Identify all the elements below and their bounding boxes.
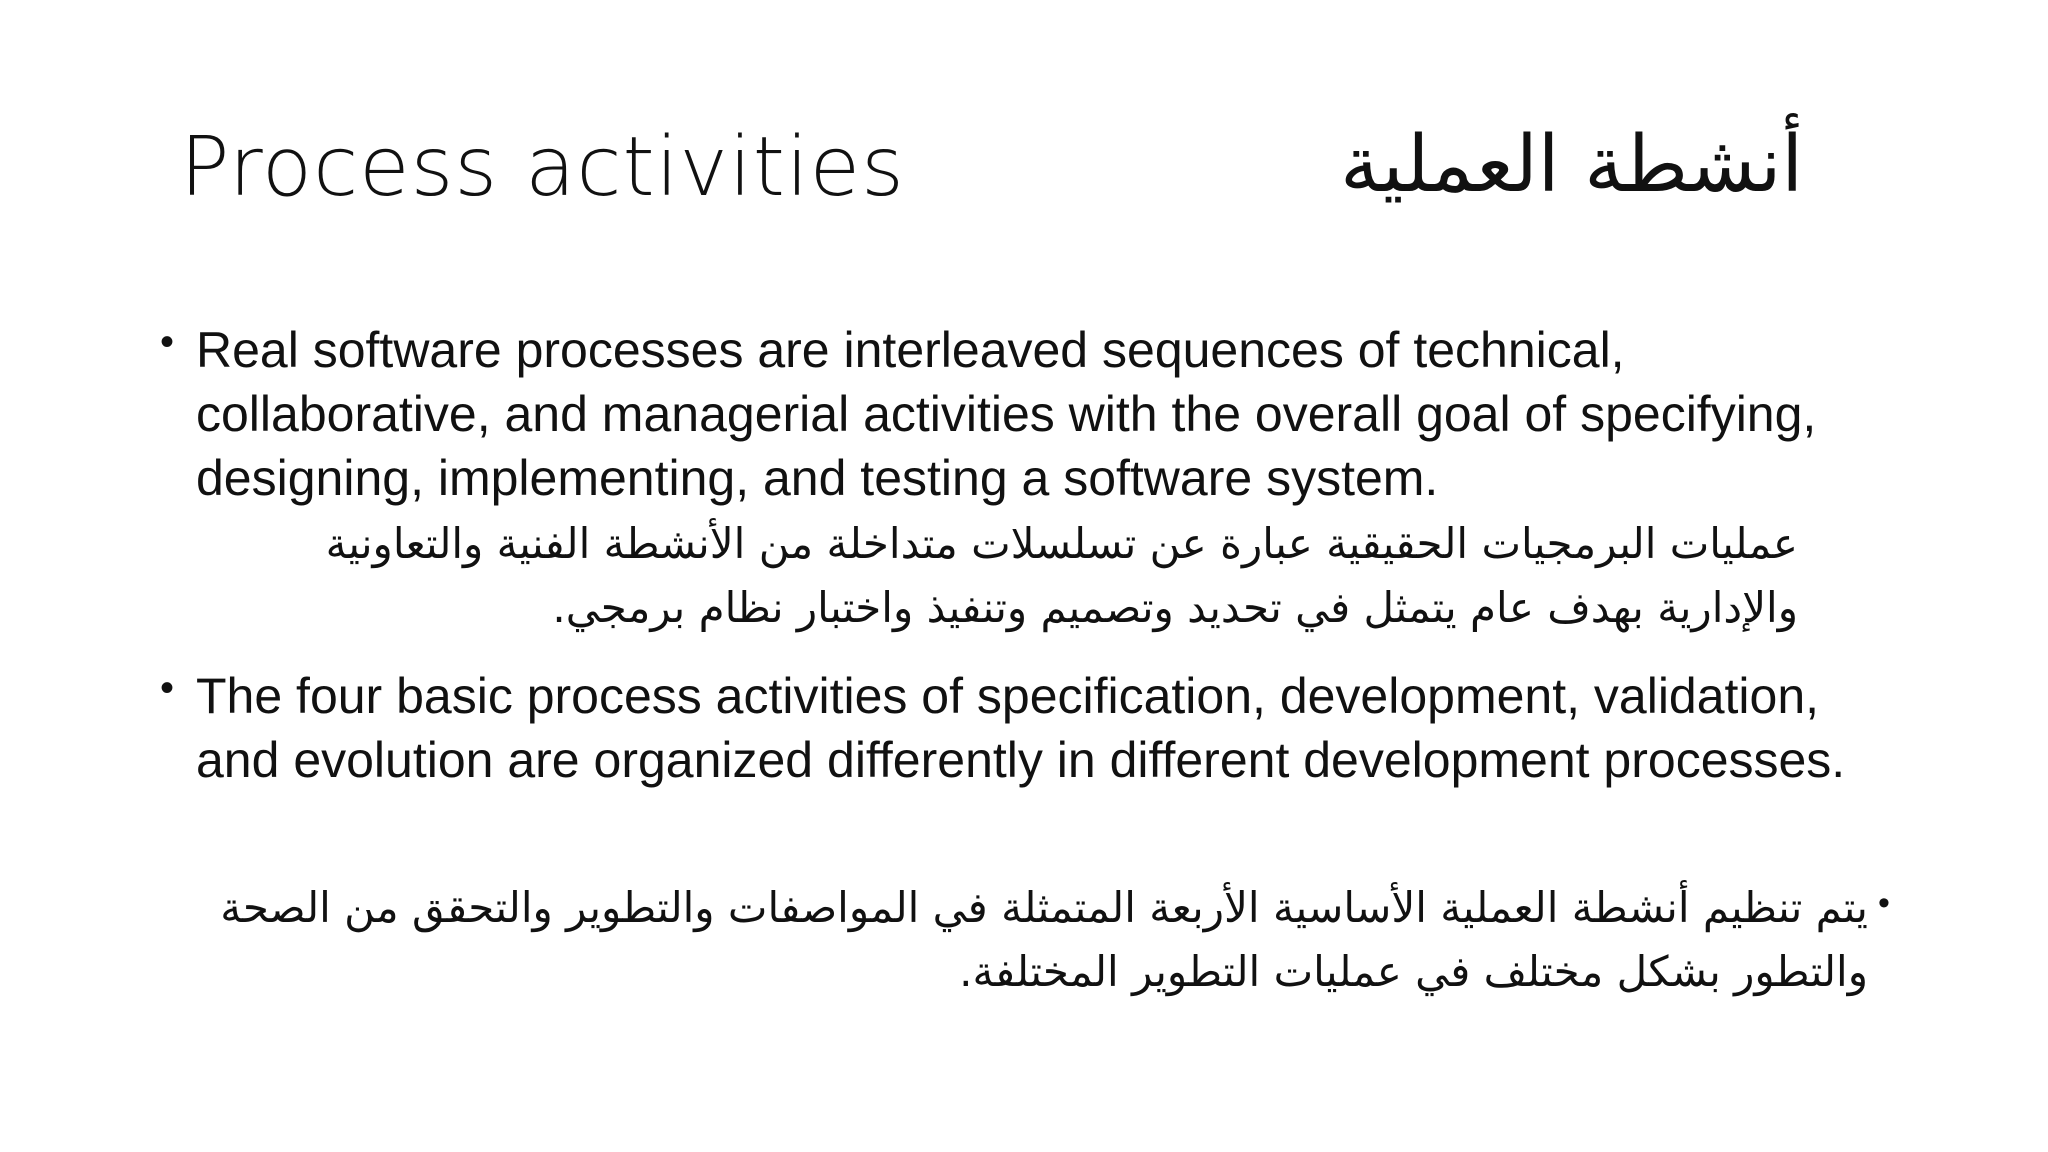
bullet-2-arabic-text: يتم تنظيم أنشطة العملية الأساسية الأربعة المتمثلة في المواصفات والتطوير والتحقق من الصحة والتطور بشكل مختلف في عمليات التطوير المختلفة. — [220, 883, 1868, 996]
bullet-1-english-text: Real software processes are interleaved sequences of technical, collaborative, and managerial activities with the overall goal of specifying, designing, implementing, and testing a software system. — [196, 322, 1817, 506]
bullet-marker: • — [160, 320, 175, 364]
slide-title-english: Process activities — [180, 120, 905, 215]
bullet-marker: • — [160, 666, 175, 710]
bullet-1-arabic-text: عمليات البرمجيات الحقيقية عبارة عن تسلسلات متداخلة من الأنشطة الفنية والتعاونية والإدارية بهدف عام يتمثل في تحديد وتصميم وتنفيذ واختبار نظام برمجي. — [325, 519, 1798, 632]
bullet-marker: • — [1878, 884, 1890, 922]
bullet-2-english-text: The four basic process activities of specification, development, validation, and evolution are organized differently in different development processes. — [196, 668, 1846, 788]
slide-title-arabic: أنشطة العملية — [1340, 120, 1803, 210]
